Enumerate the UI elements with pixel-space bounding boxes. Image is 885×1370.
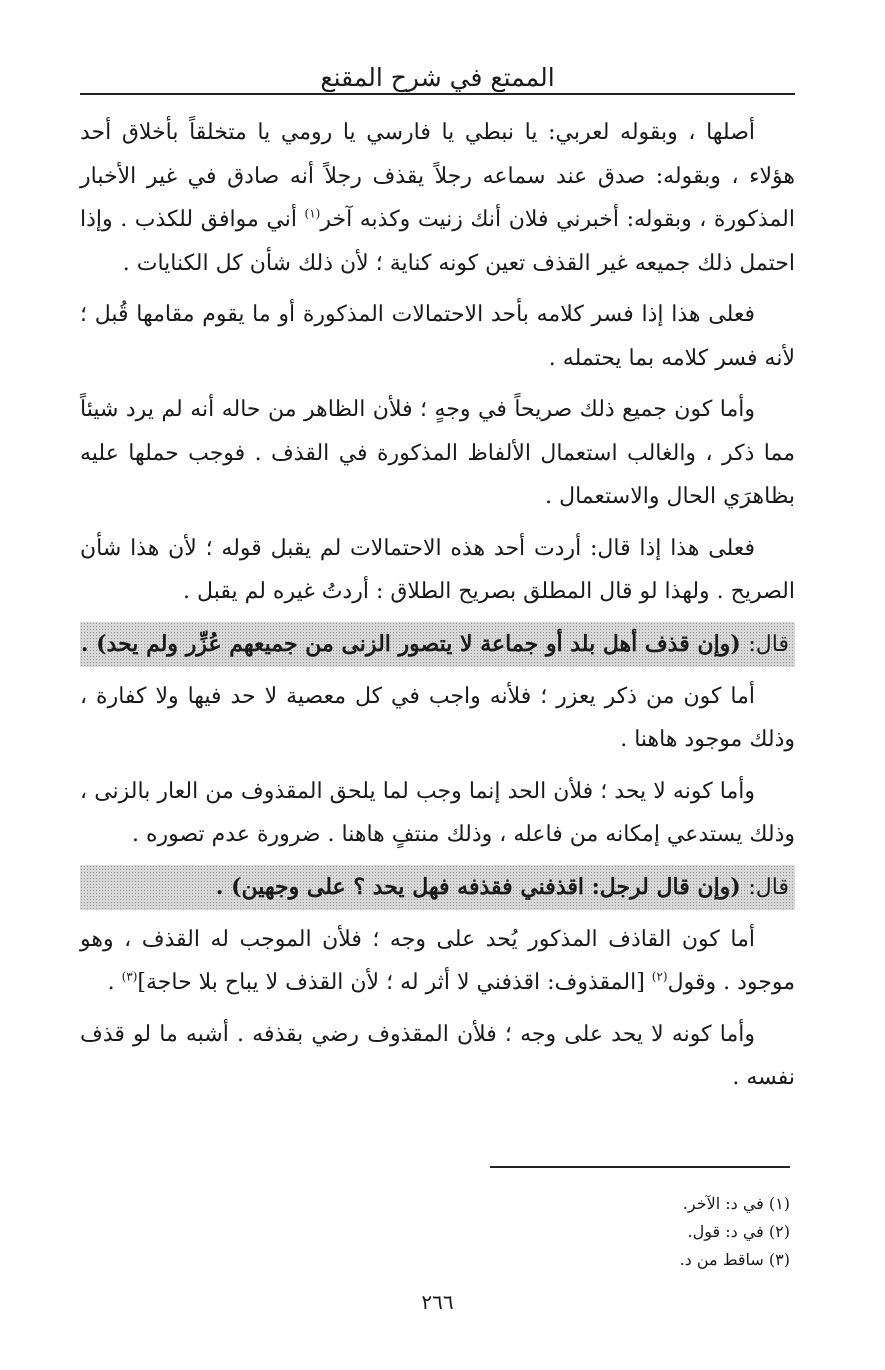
paragraph-6: وأما كونه لا يحد ؛ فلأن الحد إنما وجب لما يلحق المقذوف من العار بالزنى ، وذلك يستدعي إمكانه من فاعله ، وذلك منتفٍ هاهنا . ضرورة عدم تصوره . bbox=[80, 778, 795, 847]
footnote-3: (٣) ساقط من د. bbox=[679, 1250, 790, 1269]
paragraph-text: أني موافق للكذب . وإذا احتمل ذلك جميعه غير القذف تعين كونه كناية ؛ لأن ذلك شأن كل الكنايات . bbox=[80, 207, 795, 276]
page-number: ٢٦٦ bbox=[421, 1290, 454, 1314]
paragraph-text: أما كون القاذف المذكور يُحد على وجه ؛ فلأن الموجب له القذف ، وهو موجود . وقول bbox=[80, 926, 795, 995]
page-title: الممتع في شرح المقنع bbox=[320, 63, 555, 92]
footnote-1: (١) في د: الآخر. bbox=[682, 1194, 790, 1213]
paragraph-4: فعلى هذا إذا قال: أردت أحد هذه الاحتمالات لم يقبل قوله ؛ لأن هذا شأن الصريح . ولهذا لو قال المطلق بصريح الطلاق : أردتُ غيره لم يقبل . bbox=[80, 535, 795, 604]
paragraph-7 bbox=[80, 918, 795, 1005]
paragraph-2: فعلى هذا إذا فسر كلامه بأحد الاحتمالات المذكورة أو ما يقوم مقامها قُبل ؛ لأنه فسر كلامه بما يحتمله . bbox=[80, 302, 795, 371]
page-body bbox=[80, 111, 795, 1100]
paragraph-1 bbox=[80, 111, 795, 285]
footnote-ref-3[interactable]: (٣) bbox=[121, 969, 138, 984]
paragraph-5: أما كون من ذكر يعزر ؛ فلأنه واجب في كل معصية لا حد فيها ولا كفارة ، وذلك موجود هاهنا . bbox=[80, 683, 795, 752]
paragraph-text: أصلها ، وبقوله لعربي: يا نبطي يا فارسي يا رومي يا متخلقاً بأخلاق أحد هؤلاء ، وبقوله: صدق عند سماعه رجلاً يقذف رجلاً أنه صادق في غير الأخبار المذكورة ، وبقوله: أخبرني فلان أنك زنيت وكذبه آخر bbox=[80, 120, 795, 232]
section-heading-1 bbox=[80, 622, 795, 667]
heading-label: قال: bbox=[748, 874, 789, 900]
paragraph-3: وأما كون جميع ذلك صريحاً في وجهٍ ؛ فلأن الظاهر من حاله أنه لم يرد شيئاً مما ذكر ، والغالب استعمال الألفاظ المذكورة في القذف . فوجب حملها عليه بظاهرَي الحال والاستعمال . bbox=[80, 397, 795, 509]
running-header bbox=[80, 40, 795, 95]
paragraph-text: . bbox=[107, 970, 122, 995]
footnote-divider bbox=[490, 1166, 790, 1168]
paragraph-text: [المقذوف: اقذفني لا أثر له ؛ لأن القذف لا يباح بلا حاجة] bbox=[137, 970, 652, 995]
footnote-ref-2[interactable]: (٢) bbox=[651, 969, 668, 984]
paragraph-8: وأما كونه لا يحد على وجه ؛ فلأن المقذوف رضي بقذفه . أشبه ما لو قذف نفسه . bbox=[80, 1021, 795, 1090]
heading-text: (وإن قال لرجل: اقذفني فقذفه فهل يحد ؟ على وجهين) . bbox=[215, 873, 749, 900]
heading-text: (وإن قذف أهل بلد أو جماعة لا يتصور الزنى من جميعهم عُزِّر ولم يحد) . bbox=[80, 630, 749, 657]
footnote-2: (٢) في د: قول. bbox=[687, 1222, 790, 1241]
footnote-ref-1[interactable]: (١) bbox=[304, 206, 321, 221]
book-page bbox=[80, 40, 795, 1350]
section-heading-2 bbox=[80, 865, 795, 910]
footnotes bbox=[680, 1190, 790, 1274]
heading-label: قال: bbox=[748, 631, 789, 657]
